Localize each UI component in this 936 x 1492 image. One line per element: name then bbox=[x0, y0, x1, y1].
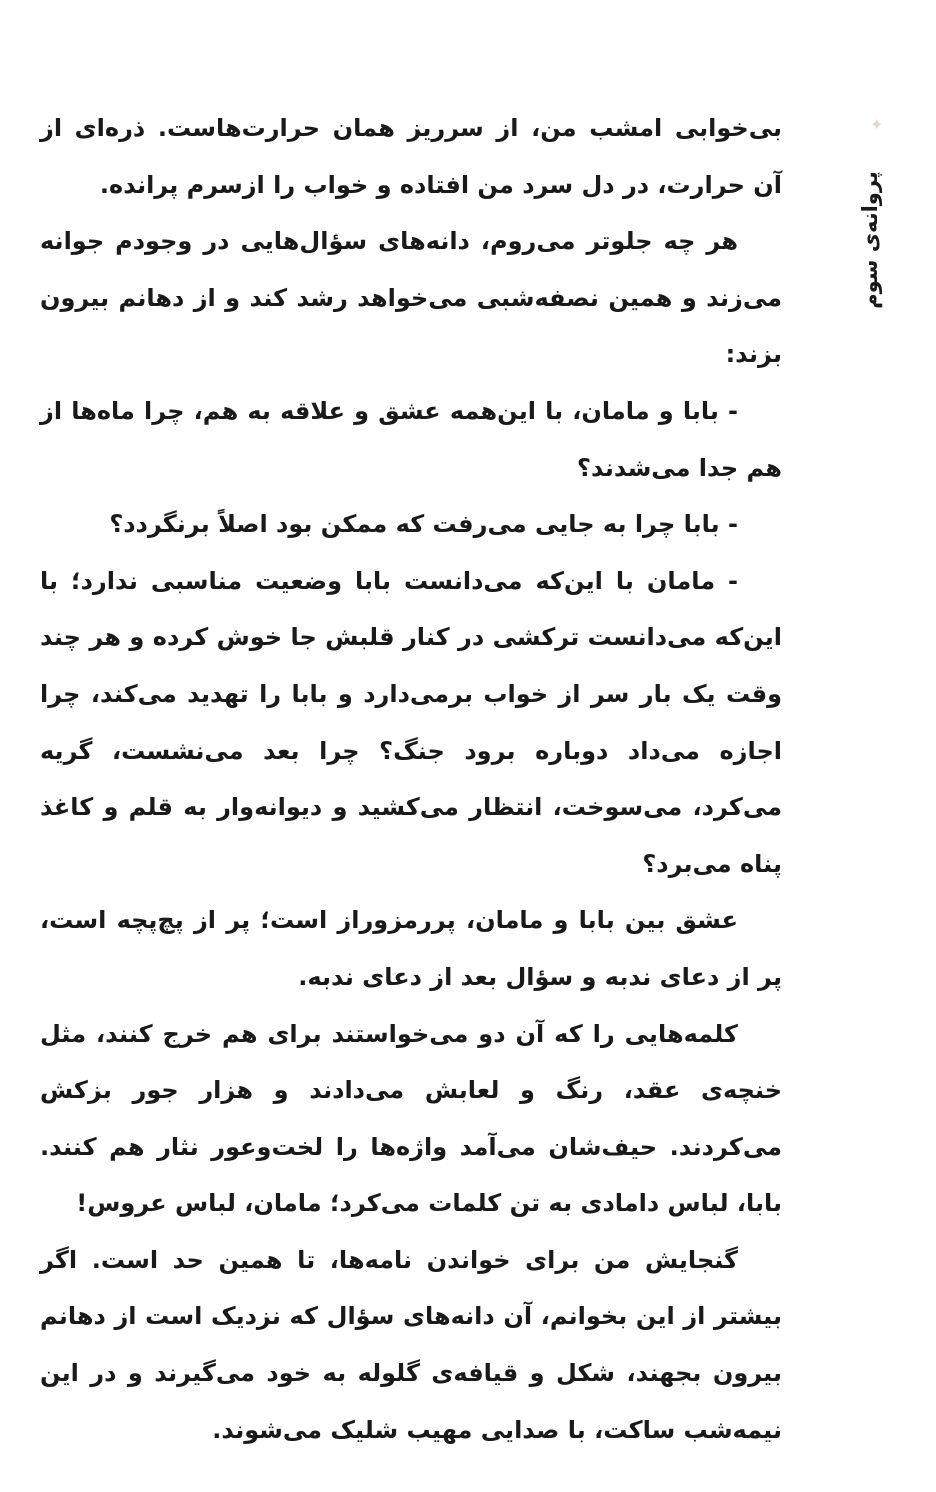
paragraph: گنجایش من برای خواندن نامه‌ها، تا همین حد است. اگر بیشتر از این بخوانم، آن دانه‌های سؤال که نزدیک است از دهانم بیرون بجهند، شکل و قیافه‌ی گلوله به خود می‌گیرند و در این نیمه‌شب ساکت، با صدایی مهیب شلیک می‌شوند. bbox=[40, 1245, 782, 1444]
paragraph: عشق بین بابا و مامان، پررمزوراز است؛ پر از پچ‌پچه است، پر از دعای ندبه و سؤال بعد از دعای ندبه. bbox=[40, 906, 782, 991]
dialogue-line: - مامان با این‌که می‌دانست بابا وضعیت مناسبی ندارد؛ با این‌که می‌دانست ترکشی در کنار قلبش جا خوش کرده و هر چند وقت یک بار سر از خواب برمی‌دارد و بابا را تهدید می‌کند، چرا اجازه می‌داد دوباره برود جنگ؟ چرا بعد می‌نشست، گریه می‌کرد، می‌سوخت، انتظار می‌کشید و دیوانه‌وار به قلم و کاغذ پناه می‌برد؟ bbox=[40, 566, 782, 878]
running-head-text: پروانه‌ی سوم bbox=[858, 171, 882, 309]
paragraph: کلمه‌هایی را که آن دو می‌خواستند برای هم خرج کنند، مثل خنچه‌ی عقد، رنگ و لعابش می‌دادند و هزار جور بزکش می‌کردند. حیف‌شان می‌آمد واژه‌ها را لخت‌وعور نثار هم کنند. بابا، لباس دامادی به تن کلمات می‌کرد؛ مامان، لباس عروس! bbox=[40, 1019, 782, 1218]
paragraph: هر چه جلوتر می‌روم، دانه‌های سؤال‌هایی در وجودم جوانه می‌زند و همین نصفه‌شبی می‌خواهد رشد کند و از دهانم بیرون بزند: bbox=[40, 227, 782, 369]
dialogue-line: - بابا چرا به جایی می‌رفت که ممکن بود اصلاً برنگردد؟ bbox=[109, 510, 738, 539]
paragraph: بی‌خوابی امشب من، از سرریز همان حرارت‌هاست. ذره‌ای از آن حرارت، در دل سرد من افتاده و خواب را ازسرم پرانده. bbox=[40, 114, 782, 199]
running-head bbox=[850, 171, 890, 309]
dialogue-line: - بابا و مامان، با این‌همه عشق و علاقه به هم، چرا ماه‌ها از هم جدا می‌شدند؟ bbox=[40, 396, 782, 482]
page-corner-mark: ✦ bbox=[870, 115, 884, 134]
body-text bbox=[40, 100, 782, 1458]
